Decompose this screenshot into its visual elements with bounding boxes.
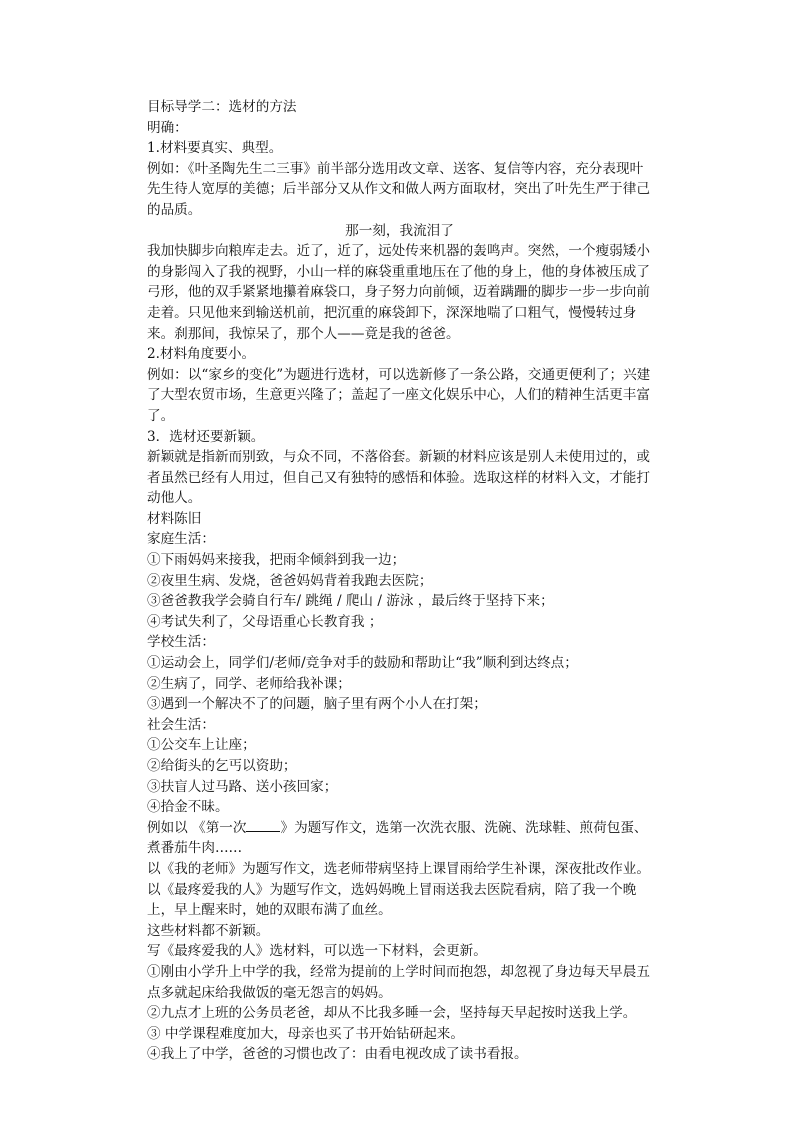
section-3-text: 新颖就是指新而别致，与众不同，不落俗套。新颖的材料应该是别人未使用过的，或者虽然已经有人用过，但自己又有独特的感悟和体验。选取这样的材料入文，才能打动他人。 — [147, 449, 650, 507]
old-material-label: 材料陈旧 — [147, 510, 202, 527]
section-heading: 目标导学二：选材的方法 — [147, 99, 297, 115]
example-first-time-after: 》为题写作文，选第一次洗衣服、洗碗、洗球鞋、煎荷包蛋、煮番茄牛肉…… — [147, 819, 648, 857]
list-item: ①下雨妈妈来接我，把雨伞倾斜到我一边； — [147, 552, 406, 569]
essay-title: 那一刻，我流泪了 — [345, 222, 454, 239]
section-3-title: 3．选材还要新颖。 — [147, 428, 265, 445]
family-life-label: 家庭生活： — [147, 531, 215, 548]
list-item: ②九点才上班的公务员老爸，却从不比我多睡一会，坚持每天早起按时送我上学。 — [147, 1005, 637, 1022]
fill-in-blank — [246, 819, 280, 832]
list-item: ④我上了中学，爸爸的习惯也改了：由看电视改成了读书看报。 — [147, 1046, 528, 1063]
section-1-example: 例如：《叶圣陶先生二三事》前半部分选用改文章、送客、复信等内容，充分表现叶先生待人宽厚的美德；后半部分又从作文和做人两方面取材，突出了叶先生严于律己的品质。 — [147, 160, 650, 218]
section-2-title: 2.材料角度要小。 — [147, 346, 256, 363]
essay-paragraph: 我加快脚步向粮库走去。近了，近了，远处传来机器的轰鸣声。突然，一个瘦弱矮小的身影闯入了我的视野，小山一样的麻袋重重地压在了他的身上，他的身体被压成了弓形，他的双手紧紧地攥着麻袋口，身子努力向前倾，迈着蹒跚的脚步一步一步向前走着。只见他来到输送机前，把沉重的麻袋卸下，深深地喘了口粗气，慢慢转过身来。刹那间，我惊呆了，那个人——竟是我的爸爸。 — [147, 243, 650, 342]
example-who-loves-me: 以《最疼爱我的人》为题写作文，选妈妈晚上冒雨送我去医院看病，陪了我一个晚上，早上醒来时，她的双眼布满了血丝。 — [147, 881, 637, 919]
school-life-label: 学校生活： — [147, 634, 215, 651]
example-first-time-before: 例如以 《第一次 — [147, 819, 247, 836]
new-material-intro: 写《最疼爱我的人》选材料，可以选一下材料，会更新。 — [147, 943, 487, 960]
section-1-title: 1.材料要真实、典型。 — [147, 140, 283, 157]
not-new-statement: 这些材料都不新颖。 — [147, 922, 270, 939]
list-item: ④考试失利了，父母语重心长教育我 ； — [147, 613, 383, 630]
list-item: ③遇到一个解决不了的问题，脑子里有两个小人在打架； — [147, 696, 487, 713]
list-item: ①公交车上让座； — [147, 737, 256, 754]
list-item: ②夜里生病、发烧，爸爸妈妈背着我跑去医院； — [147, 572, 433, 589]
list-item: ①运动会上，同学们/老师/竞争对手的鼓励和帮助让“我”顺利到达终点； — [147, 655, 578, 672]
list-item: ②生病了，同学、老师给我补课； — [147, 675, 351, 692]
list-item: ③扶盲人过马路、送小孩回家； — [147, 778, 338, 795]
clarify-label: 明确： — [147, 119, 188, 136]
list-item: ③爸爸教我学会骑自行车/ 跳绳 / 爬山 / 游泳 ，最后终于坚持下来； — [147, 593, 554, 610]
example-my-teacher: 以《我的老师》为题写作文，选老师带病坚持上课冒雨给学生补课，深夜批改作业。 — [147, 860, 650, 877]
list-item: ①刚由小学升上中学的我，经常为提前的上学时间而抱怨，却忽视了身边每天早晨五点多就起床给我做饭的毫无怨言的妈妈。 — [147, 963, 650, 1001]
document-body — [147, 97, 652, 1065]
list-item: ②给街头的乞丐以资助； — [147, 758, 297, 774]
list-item: ③ 中学课程难度加大，母亲也买了书开始钻研起来。 — [147, 1025, 464, 1042]
section-2-example: 例如：以“家乡的变化”为题进行选材，可以选新修了一条公路，交通更便利了；兴建了大型农贸市场，生意更兴隆了；盖起了一座文化娱乐中心，人们的精神生活更丰富了。 — [147, 366, 651, 424]
social-life-label: 社会生活： — [147, 716, 215, 733]
list-item: ④拾金不昧。 — [147, 799, 229, 816]
example-first-time — [147, 818, 652, 859]
